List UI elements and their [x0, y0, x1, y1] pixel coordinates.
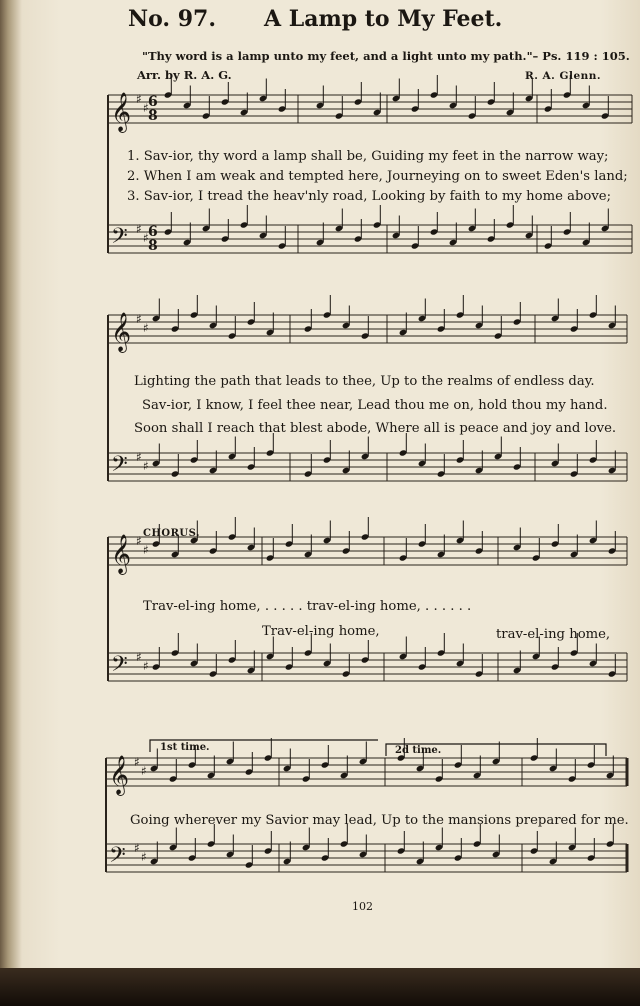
treble-clef-icon: 𝄞 [111, 534, 132, 574]
scripture-epigraph: "Thy word is a lamp unto my feet, and a light unto my path."– Ps. 119 : 105. [142, 49, 630, 63]
arranger-credit: Arr. by R. A. G. [137, 68, 232, 82]
sharp-icon: ♯ [141, 850, 147, 864]
time-signature-digit: 6 [148, 94, 158, 110]
treble-clef-icon: 𝄞 [109, 755, 130, 795]
sharp-icon: ♯ [136, 312, 142, 326]
sharp-icon: ♯ [143, 321, 149, 335]
sharp-icon: ♯ [143, 459, 149, 473]
time-signature-digit: 8 [148, 238, 158, 254]
sharp-icon: ♯ [136, 92, 142, 106]
sharp-icon: ♯ [143, 231, 149, 245]
second-ending-label: 2d time. [395, 745, 442, 756]
composer-credit: R. A. Glenn. [525, 70, 602, 82]
sharp-icon: ♯ [134, 841, 140, 855]
sharp-icon: ♯ [136, 534, 142, 548]
sharp-icon: ♯ [143, 543, 149, 557]
bass-clef-icon: 𝄢 [111, 224, 128, 254]
verse-1-line-1: 1. Sav-ior, thy word a lamp shall be, Guiding my feet in the narrow way; [127, 149, 609, 164]
verse-2-line-1: 2. When I am weak and tempted here, Journeying on to sweet Eden's land; [127, 169, 628, 184]
verse-3-line-1: 3. Sav-ior, I tread the heav'nly road, Looking by faith to my home above; [127, 189, 612, 204]
verse-2-line-2: Sav-ior, I know, I feel thee near, Lead thou me on, hold thou my hand. [142, 398, 608, 413]
page-number: 102 [352, 900, 373, 913]
hymn-title: A Lamp to My Feet. [264, 6, 503, 32]
sharp-icon: ♯ [136, 450, 142, 464]
bass-clef-icon: 𝄢 [111, 652, 128, 682]
sharp-icon: ♯ [143, 659, 149, 673]
hymn-number: No. 97. [128, 6, 216, 32]
verse-1-line-2: Lighting the path that leads to thee, Up to the realms of endless day. [134, 374, 595, 389]
sharp-icon: ♯ [143, 101, 149, 115]
sharp-icon: ♯ [136, 650, 142, 664]
verse-3-line-2: Soon shall I reach that blest abode, Where all is peace and joy and love. [134, 421, 617, 436]
sharp-icon: ♯ [141, 764, 147, 778]
chorus-lower-lyric-b: trav-el-ing home, [496, 627, 611, 642]
treble-clef-icon: 𝄞 [111, 312, 132, 352]
treble-clef-icon: 𝄞 [111, 92, 132, 132]
bass-clef-icon: 𝄢 [111, 452, 128, 482]
time-signature-digit: 8 [148, 108, 158, 124]
final-lyric: Going wherever my Savior may lead, Up to the mansions prepared for me. [130, 813, 629, 828]
chorus-lower-lyric-a: Trav-el-ing home, [262, 624, 380, 639]
first-ending-label: 1st time. [160, 742, 210, 753]
chorus-label: CHORUS. [143, 528, 200, 539]
page-bottom-edge [0, 968, 640, 1006]
sharp-icon: ♯ [136, 222, 142, 236]
time-signature-digit: 6 [148, 224, 158, 240]
sharp-icon: ♯ [134, 755, 140, 769]
chorus-upper-lyric: Trav-el-ing home, . . . . . trav-el-ing home, . . . . . . [143, 599, 472, 614]
bass-clef-icon: 𝄢 [109, 843, 126, 873]
